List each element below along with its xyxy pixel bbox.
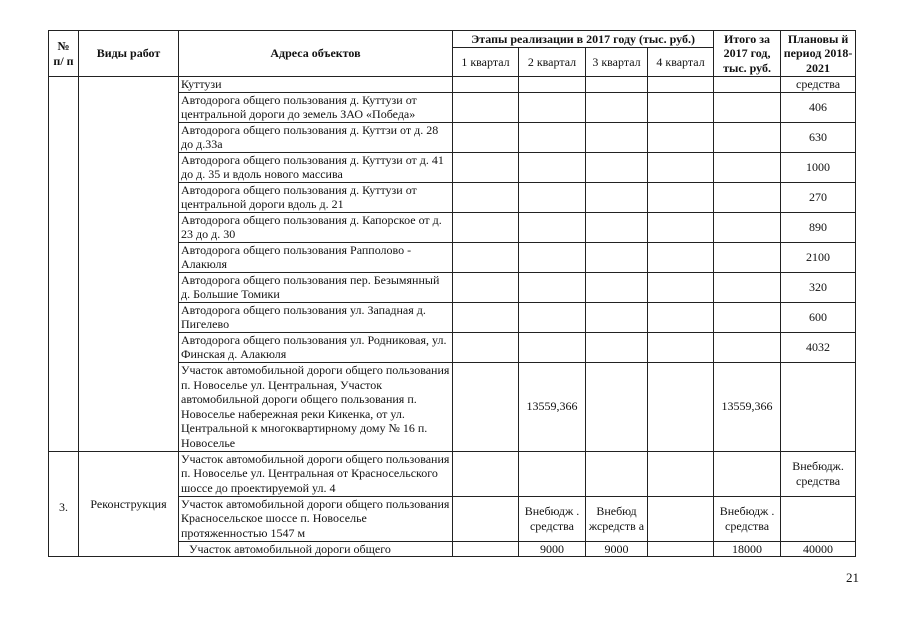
q1-cell (453, 302, 519, 332)
q4-cell (648, 242, 714, 272)
q3-cell (586, 212, 648, 242)
q2-cell (519, 242, 586, 272)
address-cell: Автодорога общего пользования д. Куттузи от д. 41 до д. 35 и вдоль нового массива (179, 152, 453, 182)
q3-cell (586, 242, 648, 272)
q1-cell (453, 541, 519, 557)
q4-cell (648, 496, 714, 541)
plan-cell: 890 (781, 212, 856, 242)
q4-cell (648, 541, 714, 557)
address-cell: Автодорога общего пользования д. Куттзи от д. 28 до д.33а (179, 122, 453, 152)
q2-cell: 13559,366 (519, 362, 586, 451)
address-cell: Автодорога общего пользования д. Куттузи от центральной дороги до земель ЗАО «Победа» (179, 92, 453, 122)
plan-cell (781, 362, 856, 451)
q1-cell (453, 77, 519, 93)
address-cell: Автодорога общего пользования ул. Западная д. Пигелево (179, 302, 453, 332)
address-cell: Куттузи (179, 77, 453, 93)
plan-cell: 320 (781, 272, 856, 302)
page-number: 21 (846, 570, 859, 585)
work-type-cell (79, 77, 179, 452)
q2-cell (519, 212, 586, 242)
address-cell: Участок автомобильной дороги общего (179, 541, 453, 557)
plan-cell: 2100 (781, 242, 856, 272)
table-row (49, 451, 856, 496)
address-cell: Участок автомобильной дороги общего пользования п. Новоселье ул. Центральная от Красносельского шоссе до проектируемой ул. 4 (179, 451, 453, 496)
q3-cell: Внебюд жсредств а (586, 496, 648, 541)
plan-cell: 40000 (781, 541, 856, 557)
q4-cell (648, 77, 714, 93)
q1-cell (453, 212, 519, 242)
address-cell: Автодорога общего пользования пер. Безымянный д. Большие Томики (179, 272, 453, 302)
q3-cell (586, 182, 648, 212)
q2-cell (519, 272, 586, 302)
q1-cell (453, 122, 519, 152)
address-cell: Участок автомобильной дороги общего пользования п. Новоселье ул. Центральная, Участок автомобильной дороги общего пользования п. Новоселье набережная реки Кикенка, от ул. Центральной к многоквартирному дому № 16 п. Новоселье (179, 362, 453, 451)
q2-cell (519, 152, 586, 182)
section-work-type: Реконструкция (79, 451, 179, 557)
q3-cell (586, 451, 648, 496)
q4-cell (648, 362, 714, 451)
total-cell (714, 242, 781, 272)
header-no: № п/ п (49, 31, 79, 77)
table-row (49, 77, 856, 93)
total-cell (714, 182, 781, 212)
q4-cell (648, 92, 714, 122)
header-total: Итого за 2017 год, тыс. руб. (714, 31, 781, 77)
q2-cell (519, 122, 586, 152)
q3-cell (586, 122, 648, 152)
q1-cell (453, 451, 519, 496)
q2-cell (519, 332, 586, 362)
header-plan: Плановы й период 2018-2021 (781, 31, 856, 77)
total-cell: 18000 (714, 541, 781, 557)
total-cell (714, 451, 781, 496)
plan-cell: 630 (781, 122, 856, 152)
total-cell (714, 272, 781, 302)
q4-cell (648, 212, 714, 242)
header-q4: 4 квартал (648, 48, 714, 77)
section-number: 3. (49, 451, 79, 557)
q1-cell (453, 332, 519, 362)
plan-cell (781, 496, 856, 541)
total-cell (714, 212, 781, 242)
row-number-cell (49, 77, 79, 452)
address-cell: Автодорога общего пользования д. Куттузи от центральной дороги вдоль д. 21 (179, 182, 453, 212)
q2-cell (519, 92, 586, 122)
header-q1: 1 квартал (453, 48, 519, 77)
q2-cell: 9000 (519, 541, 586, 557)
header-address: Адреса объектов (179, 31, 453, 77)
address-cell: Участок автомобильной дороги общего пользования Красносельское шоссе п. Новоселье протяженностью 1547 м (179, 496, 453, 541)
header-q2: 2 квартал (519, 48, 586, 77)
q1-cell (453, 496, 519, 541)
total-cell (714, 92, 781, 122)
q3-cell (586, 332, 648, 362)
q4-cell (648, 182, 714, 212)
total-cell: 13559,366 (714, 362, 781, 451)
q3-cell: 9000 (586, 541, 648, 557)
q2-cell (519, 302, 586, 332)
q1-cell (453, 152, 519, 182)
q2-cell (519, 182, 586, 212)
q4-cell (648, 152, 714, 182)
q3-cell (586, 77, 648, 93)
total-cell (714, 152, 781, 182)
address-cell: Автодорога общего пользования д. Капорское от д. 23 до д. 30 (179, 212, 453, 242)
total-cell (714, 77, 781, 93)
header-stages: Этапы реализации в 2017 году (тыс. руб.) (453, 31, 714, 48)
q3-cell (586, 362, 648, 451)
q4-cell (648, 122, 714, 152)
q1-cell (453, 362, 519, 451)
q4-cell (648, 332, 714, 362)
q3-cell (586, 152, 648, 182)
header-q3: 3 квартал (586, 48, 648, 77)
q4-cell (648, 302, 714, 332)
plan-cell: Внебюдж. средства (781, 451, 856, 496)
plan-cell: 4032 (781, 332, 856, 362)
total-cell (714, 302, 781, 332)
total-cell (714, 122, 781, 152)
total-cell (714, 332, 781, 362)
q1-cell (453, 272, 519, 302)
q1-cell (453, 92, 519, 122)
q1-cell (453, 182, 519, 212)
plan-cell: 600 (781, 302, 856, 332)
works-table (48, 30, 856, 557)
plan-cell: средства (781, 77, 856, 93)
q3-cell (586, 92, 648, 122)
q4-cell (648, 451, 714, 496)
q3-cell (586, 302, 648, 332)
plan-cell: 270 (781, 182, 856, 212)
q1-cell (453, 242, 519, 272)
address-cell: Автодорога общего пользования Рапполово - Алакюля (179, 242, 453, 272)
address-cell: Автодорога общего пользования ул. Родниковая, ул. Финская д. Алакюля (179, 332, 453, 362)
q2-cell (519, 451, 586, 496)
header-work-type: Виды работ (79, 31, 179, 77)
q2-cell (519, 77, 586, 93)
plan-cell: 1000 (781, 152, 856, 182)
total-cell: Внебюдж . средства (714, 496, 781, 541)
plan-cell: 406 (781, 92, 856, 122)
q3-cell (586, 272, 648, 302)
q2-cell: Внебюдж . средства (519, 496, 586, 541)
q4-cell (648, 272, 714, 302)
